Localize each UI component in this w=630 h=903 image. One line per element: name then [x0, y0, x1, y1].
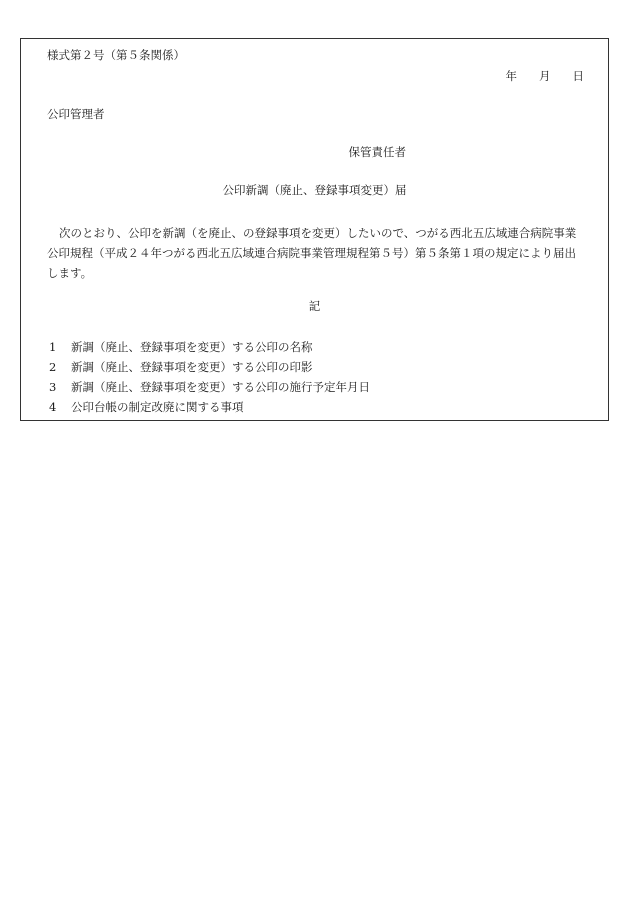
form-frame	[20, 38, 609, 421]
item-text: 新調（廃止、登録事項を変更）する公印の印影	[71, 360, 313, 374]
list-item	[49, 337, 370, 357]
item-text: 新調（廃止、登録事項を変更）する公印の施行予定年月日	[71, 380, 370, 394]
item-number: 4	[49, 400, 57, 414]
custodian-label: 保管責任者	[348, 145, 406, 159]
item-list	[49, 337, 370, 417]
note-heading: 記	[308, 299, 321, 313]
item-number: 3	[49, 380, 57, 394]
date-day-label: 日	[572, 69, 584, 83]
item-text: 公印台帳の制定改廃に関する事項	[71, 400, 244, 414]
document-title: 公印新調（廃止、登録事項変更）届	[222, 183, 407, 197]
addressee: 公印管理者	[47, 107, 105, 121]
date-line	[506, 71, 585, 83]
date-month-label: 月	[539, 69, 551, 83]
date-year-label: 年	[505, 69, 517, 83]
form-number: 様式第２号（第５条関係）	[47, 48, 185, 62]
list-item	[49, 357, 370, 377]
list-item	[49, 397, 370, 417]
item-text: 新調（廃止、登録事項を変更）する公印の名称	[71, 340, 313, 354]
item-number: 2	[49, 360, 57, 374]
list-item	[49, 377, 370, 397]
item-number: 1	[49, 340, 57, 354]
body-paragraph: 次のとおり、公印を新調（を廃止、の登録事項を変更）したいので、つがる西北五広域連合病院事業公印規程（平成２４年つがる西北五広域連合病院事業管理規程第５号）第５条第１項の規定により届出します。	[47, 226, 577, 280]
